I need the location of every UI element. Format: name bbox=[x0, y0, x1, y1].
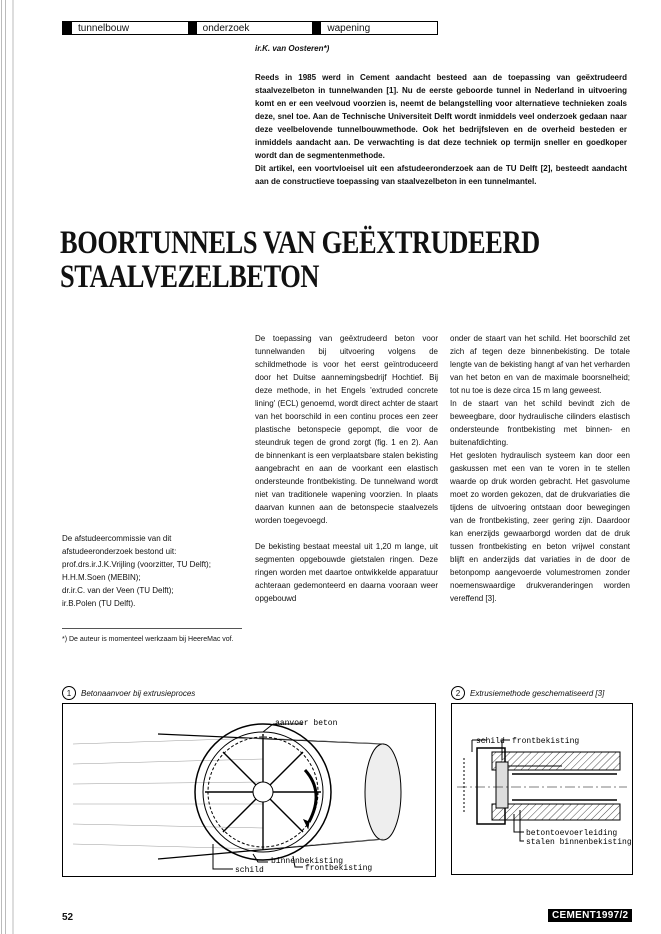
commission-member: dr.ir.C. van der Veen (TU Delft); bbox=[62, 586, 174, 595]
intro-text bbox=[255, 71, 627, 188]
title-line: BOORTUNNELS VAN GEËXTRUDEERD bbox=[60, 225, 540, 261]
tab-marker bbox=[188, 22, 197, 34]
tab-onderzoek bbox=[188, 22, 313, 34]
commission-member: prof.drs.ir.J.K.Vrijling (voorzitter, TU Delft); bbox=[62, 560, 211, 569]
tab-wapening bbox=[312, 22, 437, 34]
figure-2 bbox=[451, 703, 633, 875]
body-column-3 bbox=[450, 332, 630, 605]
body-column-2 bbox=[255, 332, 438, 618]
tab-label: wapening bbox=[327, 22, 371, 34]
label-schild: schild bbox=[476, 737, 505, 746]
label-schild: schild bbox=[235, 866, 264, 875]
figure-number: 2 bbox=[451, 686, 465, 700]
footnote: *) De auteur is momenteel werkzaam bij HeereMac vof. bbox=[62, 636, 234, 643]
article-title bbox=[60, 225, 540, 295]
body-paragraph: De bekisting bestaat meestal uit 1,20 m lange, uit segmenten opgebouwde gietstalen ringen. Deze ringen worden met daartoe ontwikkelde apparatuur achteraan gedemonteerd en daarna vooraan weer opgebouwd bbox=[255, 542, 438, 603]
tab-label: tunnelbouw bbox=[78, 22, 130, 34]
page-number: 52 bbox=[62, 912, 74, 923]
commission-member: ir.B.Polen (TU Delft). bbox=[62, 599, 136, 608]
figure-number: 1 bbox=[62, 686, 76, 700]
commission-member: H.H.M.Soen (MEBIN); bbox=[62, 573, 141, 582]
label-frontbekisting: frontbekisting bbox=[305, 864, 373, 873]
commission-intro: De afstudeercommissie van dit afstudeeronderzoek bestond uit: bbox=[62, 534, 177, 556]
tab-label: onderzoek bbox=[202, 22, 250, 34]
label-betontoevoerleiding: betontoevoerleiding bbox=[526, 829, 618, 838]
figure-caption-text: Betonaanvoer bij extrusieproces bbox=[81, 688, 196, 698]
body-paragraph: De toepassing van geëxtrudeerd beton voor tunnelwanden bij uitvoering volgens de schildmethode is voor het eerst geïntroduceerd door het Duitse aannemingsbedrijf Hochtief. Bij deze methode, in het Engels 'extruded concrete lining' (ECL) genoemd, wordt direct achter de staart van het boorschild in een continu proces een zeer plastische betonspecie gepompt, die voor de steundruk tegen de grond zorgt (fig. 1 en 2). Aan de binnenkant is een verplaatsbare stalen bekisting aangebracht en aan de voorkant een elastisch ondersteunde frontbekisting. De tunnelwand wordt niet van traditionele wapening voorzien. In plaats daarvan kunnen aan de betonspecie staalvezels worden toegevoegd. bbox=[255, 334, 438, 525]
journal-badge: CEMENT1997/2 bbox=[548, 909, 632, 922]
commission-block bbox=[62, 532, 242, 610]
binding-edge-line bbox=[12, 0, 14, 934]
figure-1-caption bbox=[62, 686, 195, 700]
intro-paragraph: Reeds in 1985 werd in Cement aandacht besteed aan de toepassing van geëxtrudeerd staalvezelbeton in tunnelwanden [1]. Nu de eerste geboorde tunnel in Nederland in uitvoering komt en er een veelvoud voorzien is, neemt de belangstelling voor alternatieve technieken zoals deze, snel toe. Aan de Technische Universiteit Delft wordt inmiddels veel onderzoek gedaan naar deze veelbelovende tunnelbouwmethode. Ook het bedrijfsleven en de overheid besteden er inmiddels aandacht aan. De verwachting is dat deze techniek op termijn sneller en goedkoper wordt dan de segmentenmethode. bbox=[255, 73, 627, 160]
tab-marker bbox=[63, 22, 72, 34]
label-binnenbekisting: binnenbekisting bbox=[271, 857, 344, 866]
body-paragraph: Het gesloten hydraulisch systeem kan door een gaskussen met een van te voren in te stellen waarde op druk worden gebracht. Het gasvolume moet zo worden gekozen, dat de drukvariaties die tijdens de uitvoering ontstaan door bewegingen van de frontbekisting, zeer gering zijn. Daardoor kan enerzijds gewaarborgd worden dat de druk tussen frontbekisting en beton vrijwel constant blijft en anderzijds dat variaties in de door de betonpomp aangevoerde volumestromen zonder noemenswaardige drukveranderingen worden vereffend [3]. bbox=[450, 451, 630, 603]
figure-caption-text: Extrusiemethode geschematiseerd [3] bbox=[470, 688, 605, 698]
label-aanvoer-beton: aanvoer beton bbox=[275, 719, 338, 728]
tab-tunnelbouw bbox=[63, 22, 188, 34]
label-stalen-binnenbekisting: stalen binnenbekisting bbox=[526, 838, 632, 847]
label-frontbekisting: frontbekisting bbox=[512, 737, 580, 746]
figure-2-caption bbox=[451, 686, 604, 700]
figure-1-drawing bbox=[63, 704, 435, 876]
binding-edge bbox=[0, 0, 8, 934]
body-paragraph: In de staart van het schild bevindt zich de beweegbare, door hydraulische cilinders elastisch ondersteunde frontbekisting met binnen- en buitenafdichting. bbox=[450, 399, 630, 447]
figure-1 bbox=[62, 703, 436, 877]
footnote-divider bbox=[62, 628, 242, 629]
body-paragraph: onder de staart van het schild. Het boorschild zet zich af tegen deze binnenbekisting. De totale lengte van de bekisting hangt af van het verharden van het beton en van de maximale boorsnelheid; tot nu toe is deze circa 15 m lang geweest. bbox=[450, 334, 630, 395]
section-tabs bbox=[62, 21, 438, 35]
tab-marker bbox=[312, 22, 321, 34]
title-line: STAALVEZELBETON bbox=[60, 259, 320, 295]
intro-paragraph: Dit artikel, een voortvloeisel uit een afstudeeronderzoek aan de TU Delft [2], besteedt aandacht aan de constructieve toepassing van staalvezelbeton in een tunnelmantel. bbox=[255, 164, 627, 186]
author: ir.K. van Oosteren*) bbox=[255, 44, 330, 53]
figure-2-drawing bbox=[452, 704, 632, 874]
